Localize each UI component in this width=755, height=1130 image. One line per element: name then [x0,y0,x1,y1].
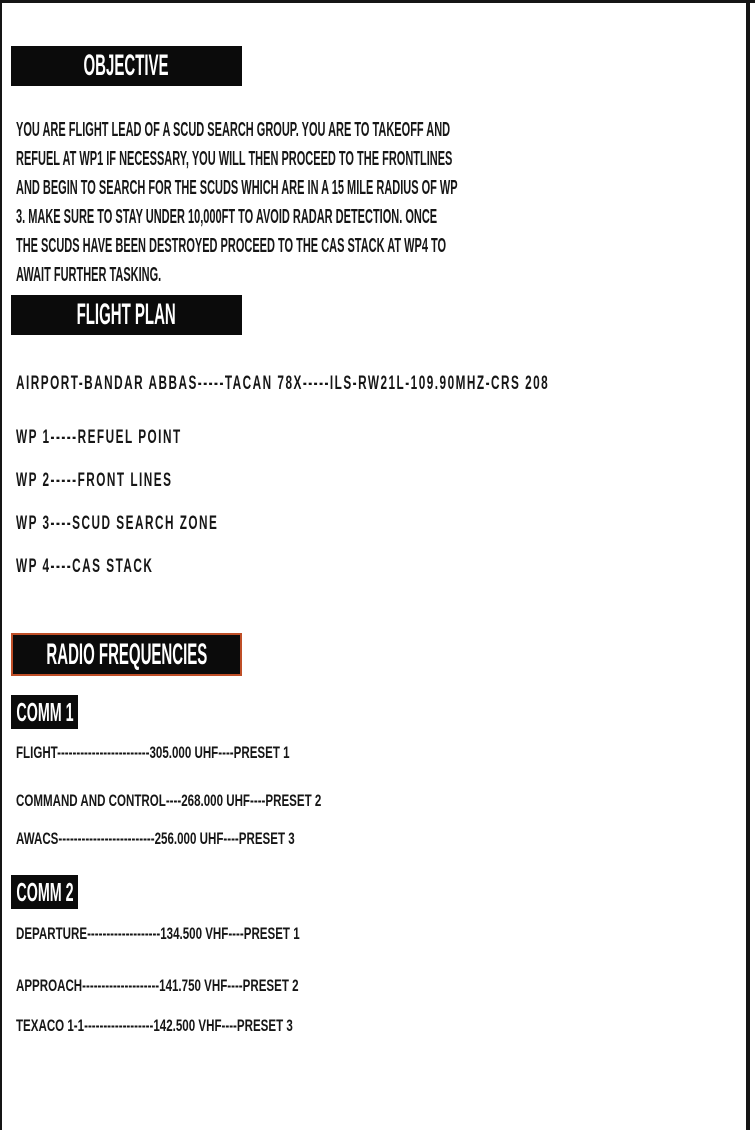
comm1-frequency-line: COMMAND AND CONTROL----268.000 UHF----PRESET 2 [16,791,322,810]
waypoint-line: WP 2-----FRONT LINES [16,470,173,491]
objective-line: 3. MAKE SURE TO STAY UNDER 10,000FT TO AVOID RADAR DETECTION. ONCE [16,206,438,228]
flight-plan-header [11,295,242,335]
objective-line: YOU ARE FLIGHT LEAD OF A SCUD SEARCH GROUP. YOU ARE TO TAKEOFF AND [16,119,451,141]
comm2-frequency-line: APPROACH--------------------141.750 VHF----PRESET 2 [16,976,299,995]
objective-line: AWAIT FURTHER TASKING. [16,264,162,286]
objective-line: REFUEL AT WP1 IF NECESSARY, YOU WILL THEN PROCEED TO THE FRONTLINES [16,148,453,170]
radio-frequencies-header-label: RADIO FREQUENCIES [46,637,207,671]
waypoint-line: WP 3----SCUD SEARCH ZONE [16,513,219,534]
comm1-frequency-line: AWACS-------------------------256.000 UHF----PRESET 3 [16,829,295,848]
flight-plan-header-label: FLIGHT PLAN [76,298,177,331]
comm2-header-label: COMM 2 [15,877,74,907]
airport-line: AIRPORT-BANDAR ABBAS-----TACAN 78X-----ILS-RW21L-109.90MHZ-CRS 208 [16,373,550,394]
radio-frequencies-header [11,633,242,676]
comm2-header [11,875,78,909]
comm2-frequency-line: DEPARTURE-------------------134.500 VHF----PRESET 1 [16,924,300,943]
comm1-header [11,695,78,729]
comm1-header-label: COMM 1 [15,697,74,727]
objective-header-label: OBJECTIVE [83,49,170,82]
waypoint-line: WP 4----CAS STACK [16,556,154,577]
objective-header [11,46,242,86]
waypoint-line: WP 1-----REFUEL POINT [16,427,182,448]
page-border-left [0,0,2,1130]
page-border-top [0,0,755,3]
comm1-frequency-line: FLIGHT------------------------305.000 UHF----PRESET 1 [16,743,290,762]
objective-line: AND BEGIN TO SEARCH FOR THE SCUDS WHICH ARE IN A 15 MILE RADIUS OF WP [16,177,458,199]
comm2-frequency-line: TEXACO 1-1------------------142.500 VHF----PRESET 3 [16,1016,293,1035]
objective-line: THE SCUDS HAVE BEEN DESTROYED PROCEED TO THE CAS STACK AT WP4 TO [16,235,447,257]
